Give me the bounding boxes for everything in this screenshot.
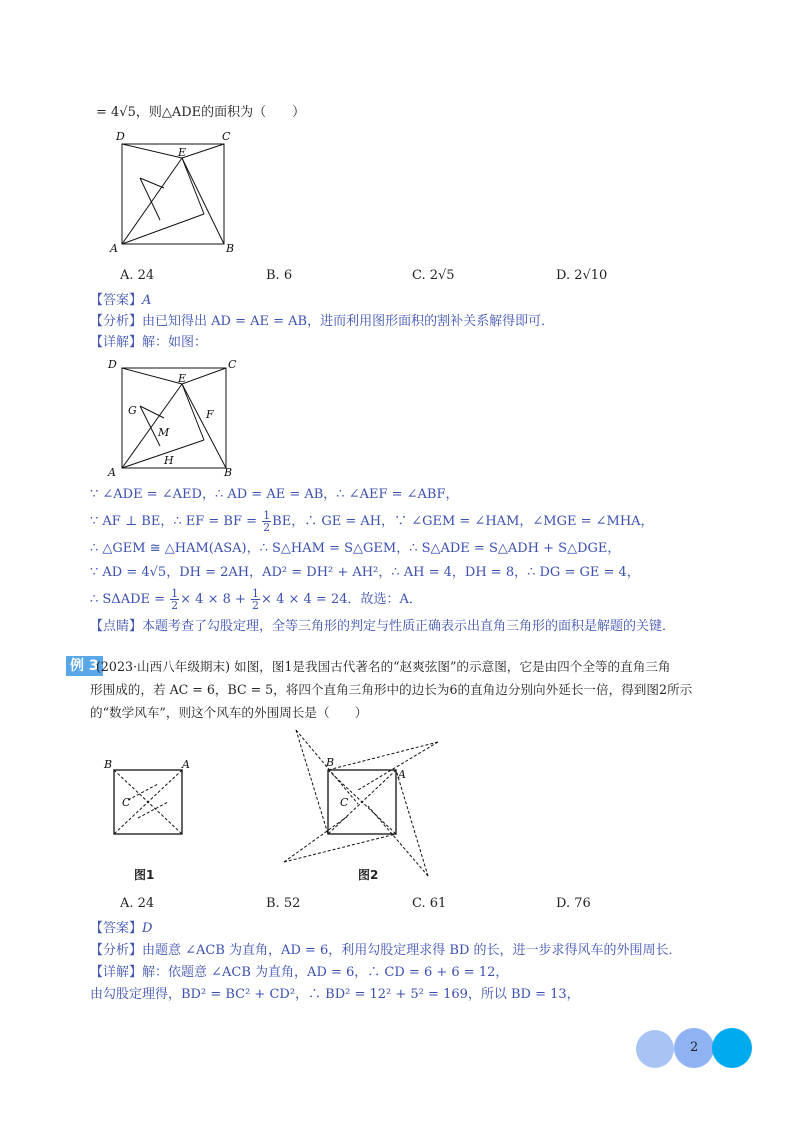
q2-option-d[interactable]: D. 2√10 [556, 268, 608, 283]
fig2-label-e: E [178, 372, 187, 385]
fig1-label-e: E [178, 146, 187, 159]
fig1-label-b: B [226, 242, 234, 252]
fig2-label-h: H [164, 454, 174, 467]
answer-tag: 【答案】 [90, 293, 143, 308]
fig2-label-f: F [206, 408, 214, 421]
page-dot-right [712, 1028, 752, 1068]
step2-tail: BE，∴ GE = AH，∵ ∠GEM = ∠HAM，∠MGE = ∠MHA， [272, 514, 654, 529]
q3-option-b[interactable]: B. 52 [266, 896, 301, 911]
q3-analysis [90, 942, 682, 960]
analysis-tag: 【分析】 [90, 314, 143, 329]
fig2-label-d: D [108, 358, 117, 371]
analysis-text: 由题意 ∠ACB 为直角，AD = 6，利用勾股定理求得 BD 的长，进一步求得风车的外围周长． [142, 943, 682, 958]
q3-fig1-label-b: B [104, 758, 113, 771]
half-fraction: $\frac{1}{2}$ [263, 509, 271, 534]
step5-mid: × 4 × 8 + [180, 592, 251, 607]
q3-stem-2: 形围成的，若 AC = 6，BC = 5，将四个直角三角形中的边长为6的直角边分别向外延长一倍，得到图2所示 [90, 682, 693, 697]
q2-step-5 [90, 588, 422, 611]
q2-note [90, 618, 675, 636]
q3-fig2-label-b: B [326, 756, 335, 769]
fig1-label-c: C [222, 130, 231, 143]
q3-option-c[interactable]: C. 61 [412, 896, 447, 911]
q3-fig1-label-a: A [182, 758, 190, 771]
answer-value: A [142, 293, 152, 308]
q3-option-a[interactable]: A. 24 [120, 896, 155, 911]
q2-step-4: ∵ AD = 4√5，DH = 2AH，AD² = DH² + AH²，∴ AH = 4，DH = 8，∴ DG = GE = 4， [90, 565, 640, 580]
q3-stem-3: 的“数学风车”，则这个风车的外围周长是（ ） [90, 705, 368, 720]
fig2-label-b: B [224, 466, 233, 478]
q2-detail [90, 334, 207, 352]
q2-step-2 [90, 510, 654, 533]
q3-fig1-label-c: C [122, 796, 131, 809]
analysis-tag: 【分析】 [90, 943, 143, 958]
detail-intro: 解：如图： [142, 335, 208, 350]
step2-head: ∵ AF ⊥ BE，∴ EF = BF = [90, 514, 262, 529]
half-fraction: $\frac{1}{2}$ [252, 587, 260, 612]
detail-line-1: 解：依题意 ∠ACB 为直角，AD = 6，∴ CD = 6 + 6 = 12， [142, 965, 509, 980]
q2-stem [96, 104, 305, 122]
fig2-label-a: A [108, 466, 116, 478]
fig2-label-g: G [128, 404, 137, 417]
note-tag: 【点睛】 [90, 619, 143, 634]
q2-step-1: ∵ ∠ADE = ∠AED，∴ AD = AE = AB，∴ ∠AEF = ∠ABF， [90, 487, 459, 502]
q3-figure-2-caption: 图2 [358, 868, 379, 882]
q2-step-3: ∴ △GEM ≅ △HAM(ASA)，∴ S△HAM = S△GEM，∴ S△ADE = S△ADH + S△DGE， [90, 541, 621, 556]
q2-figure-1 [104, 128, 234, 252]
q3-figure-2 [278, 726, 448, 880]
fig2-label-m: M [158, 426, 170, 439]
detail-tag: 【详解】 [90, 335, 143, 350]
page-dot-left [636, 1030, 674, 1068]
q2-option-c[interactable]: C. 2√5 [412, 268, 455, 283]
q2-figure-2 [104, 354, 244, 478]
note-text: 本题考查了勾股定理，全等三角形的判定与性质正确表示出直角三角形的面积是解题的关键． [142, 619, 676, 634]
step5-head: ∴ SΔADE = [90, 592, 170, 607]
half-fraction: $\frac{1}{2}$ [171, 587, 179, 612]
q2-stem-tail: ，则△ADE的面积为（ ） [135, 105, 306, 120]
q3-detail [90, 964, 508, 982]
q2-option-a[interactable]: A. 24 [120, 268, 155, 283]
q3-option-d[interactable]: D. 76 [556, 896, 591, 911]
page-number: 2 [690, 1040, 699, 1055]
detail-tag: 【详解】 [90, 965, 143, 980]
q3-answer [90, 920, 152, 938]
q2-stem-prefix: = 4√5 [96, 105, 136, 120]
q3-fig2-label-a: A [398, 768, 406, 781]
step5-tail: × 4 × 4 = 24．故选：A． [261, 592, 422, 607]
fig1-label-a: A [110, 242, 118, 252]
q2-option-b[interactable]: B. 6 [266, 268, 293, 283]
q3-detail-2: 由勾股定理得，BD² = BC² + CD²，∴ BD² = 12² + 5² = 169，所以 BD = 13， [90, 987, 580, 1002]
example-badge: 例 3 [66, 656, 103, 676]
q3-fig2-label-c: C [340, 796, 349, 809]
answer-value: D [142, 921, 153, 936]
q2-answer [90, 292, 151, 310]
answer-tag: 【答案】 [90, 921, 143, 936]
q3-figure-1 [98, 756, 198, 840]
q2-analysis [90, 313, 554, 331]
q3-figure-1-caption: 图1 [134, 868, 155, 882]
analysis-text: 由已知得出 AD = AE = AB，进而利用图形面积的割补关系解得即可． [142, 314, 555, 329]
fig2-label-c: C [228, 358, 237, 371]
q3-stem-1: (2023·山西八年级期末) 如图，图1是我国古代著名的“赵爽弦图”的示意图，它是由四个全等的直角三角 [96, 659, 671, 674]
fig1-label-d: D [116, 130, 125, 143]
